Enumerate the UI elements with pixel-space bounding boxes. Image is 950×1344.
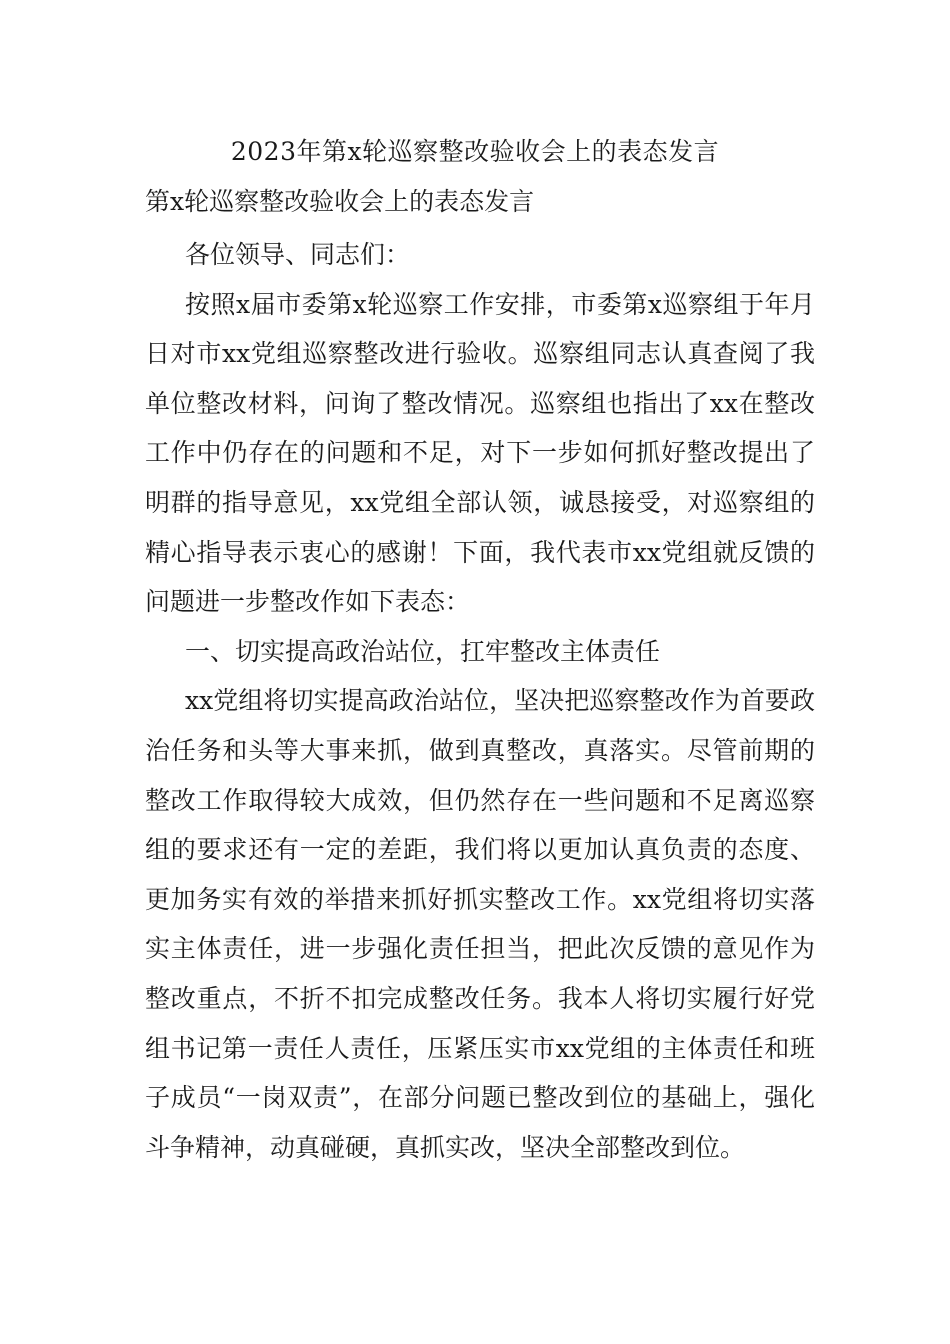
intro-paragraph: 按照x届市委第x轮巡察工作安排，市委第x巡察组于年月日对市xx党组巡察整改进行验收。巡察组同志认真查阅了我单位整改材料，问询了整改情况。巡察组也指出了xx在整改工作中仍存在的问题和不足，对下一步如何抓好整改提出了明群的指导意见，xx党组全部认领，诚恳接受，对巡察组的精心指导表示衷心的感谢！下面，我代表市xx党组就反馈的问题进一步整改作如下表态：	[145, 289, 815, 617]
document-title: 2023年第x轮巡察整改验收会上的表态发言	[230, 137, 720, 166]
section-heading-1: 一、切实提高政治站位，扛牢整改主体责任	[185, 636, 661, 666]
section-1-paragraph: xx党组将切实提高政治站位，坚决把巡察整改作为首要政治任务和头等大事来抓，做到真整改，真落实。尽管前期的整改工作取得较大成效，但仍然存在一些问题和不足离巡察组的要求还有一定的差距，我们将以更加认真负责的态度、更加务实有效的举措来抓好抓实整改工作。xx党组将切实落实主体责任，进一步强化责任担当，把此次反馈的意见作为整改重点，不折不扣完成整改任务。我本人将切实履行好党组书记第一责任人责任，压紧压实市xx党组的主体责任和班子成员“一岗双责”，在部分问题已整改到位的基础上，强化斗争精神，动真碰硬，真抓实改，坚决全部整改到位。	[145, 686, 815, 1162]
salutation-paragraph: 各位领导、同志们：	[185, 240, 411, 269]
document-subtitle: 第x轮巡察整改验收会上的表态发言	[145, 187, 535, 216]
document-body	[145, 230, 815, 1172]
